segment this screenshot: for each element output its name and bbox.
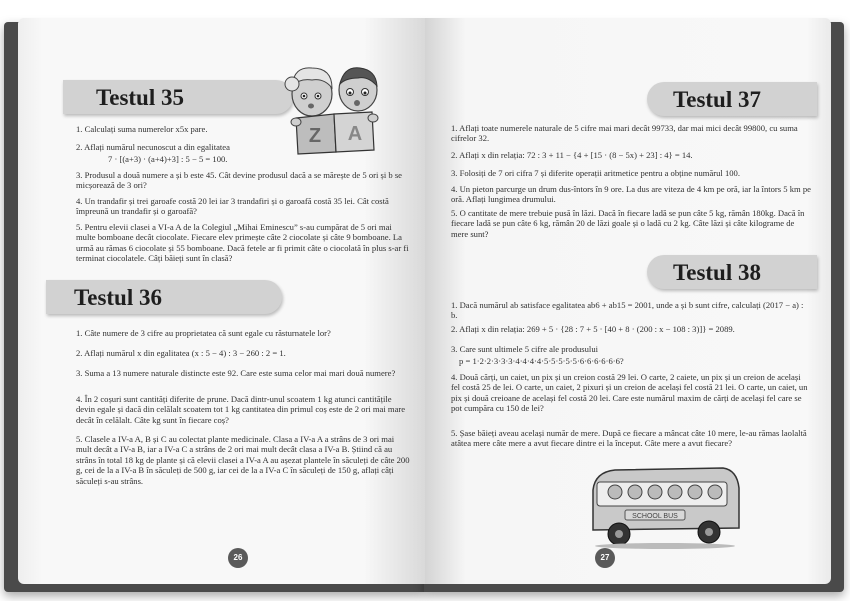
test37-title: Testul 37 [673, 87, 761, 112]
test35-problem-3: 3. Produsul a două numere a și b este 45. Cât devine produsul dacă a se mărește de 5 ori și b se micșorează de 3 ori? [76, 170, 403, 191]
test38-problem-3-product: p = 1·2·2·3·3·3·4·4·4·4·5·5·5·5·5·6·6·6·6·6·6? [459, 356, 624, 366]
kids-reading-illustration [280, 56, 390, 156]
right-page [425, 18, 831, 584]
test37-problem-3: 3. Folosiți de 7 ori cifra 7 și diferite operații aritmetice pentru a obține numărul 100. [451, 168, 741, 178]
test35-problem-5: 5. Pentru elevii clasei a VI-a A de la Colegiul „Mihai Eminescu” s-au cumpărat de 5 ori mai multe bomboane decât ciocolate. Fiecare elev primește câte 2 ciocolate și câte 9 bomboane. La urmă au rămas 6 ciocolate și 55 bomboane. Dacă fetele ar fi primit câte o ciocolată în plus s-ar fi terminat ciocolatele. Câți băieți sunt în clasă? [76, 222, 409, 264]
test35-problem-4: 4. Un trandafir și trei garoafe costă 20 lei iar 3 trandafiri și o garoafă costă 35 lei. Cât costă împreună un trandafir și o garoafă? [76, 196, 389, 217]
test35-problem-2: 2. Aflați numărul necunoscut a din egalitatea [76, 142, 230, 152]
test35-problem-1: 1. Calculați suma numerelor x5x pare. [76, 124, 208, 134]
test38-problem-2: 2. Aflați x din relația: 269 + 5 · {28 : 7 + 5 · [40 + 8 · (200 : x − 108 : 3)]} = 2089. [451, 324, 735, 334]
school-bus-illustration [585, 460, 745, 550]
book-letter-z: Z [308, 125, 322, 147]
test36-title: Testul 36 [74, 285, 162, 310]
test36-problem-3: 3. Suma a 13 numere naturale distincte este 92. Care este suma celor mai mari două numere? [76, 368, 396, 378]
page-number-left: 26 [228, 548, 248, 568]
test36-problem-4: 4. În 2 coșuri sunt cantități diferite de prune. Dacă dintr-unul scoatem 1 kg atunci cantitățile devin egale și dacă din celălalt scoatem tot 1 kg cantitatea din primul coș este de 2 ori mai mare decât în celălalt. Câte kg sunt în fiecare coș? [76, 394, 406, 425]
test37-problem-5: 5. O cantitate de mere trebuie pusă în lăzi. Dacă în fiecare ladă se pun câte 5 kg, rămân 180kg. Dacă în fiecare ladă se pun câte 6 kg, rămân 20 de lăzi goale și o ladă cu 2 kg. Câte lăzi și câte kilograme de mere sunt? [451, 208, 805, 239]
test37-problem-1: 1. Aflați toate numerele naturale de 5 cifre mai mari decât 99733, dar mai mici decât 99800, cu suma cifrelor 32. [451, 123, 798, 144]
test38-problem-3: 3. Care sunt ultimele 5 cifre ale produsului [451, 344, 599, 354]
test38-title: Testul 38 [673, 260, 761, 285]
test36-problem-1: 1. Câte numere de 3 cifre au proprietatea că sunt egale cu răsturnatele lor? [76, 328, 331, 338]
test38-problem-4: 4. Două cărți, un caiet, un pix și un creion costă 29 lei. O carte, 2 caiete, un pix și un creion de același fel costă 25 de lei. O carte, un caiet, 2 pixuri și un creion de același fel costă 21 lei. O carte, un caiet, un pix și două creioane de același fel costă 20 lei. Care este numărul maxim de cărți de același fel care se pot cumpăra cu 150 de lei? [451, 372, 808, 414]
test37-problem-2: 2. Aflați x din relația: 72 : 3 + 11 − {4 + [15 · (8 − 5x) + 23] : 4} = 14. [451, 150, 693, 160]
bus-sign: SCHOOL BUS [632, 513, 678, 520]
left-page [18, 18, 425, 584]
test38-problem-1: 1. Dacă numărul ab satisface egalitatea ab6 + ab15 = 2001, unde a și b sunt cifre, calculați (2017 − a) : b. [451, 300, 804, 321]
book-letter-a: A [347, 123, 363, 145]
test37-problem-4: 4. Un pieton parcurge un drum dus-întors în 9 ore. La dus are viteza de 4 km pe oră, iar la întors 5 km pe oră. Aflați lungimea drumului. [451, 184, 811, 205]
test35-problem-2-equation: 7 · [(a+3) · (a+4)+3] : 5 − 5 = 100. [108, 154, 228, 164]
test36-problem-2: 2. Aflați numărul x din egalitatea (x : 5 − 4) : 3 − 260 : 2 = 1. [76, 348, 286, 358]
page-number-right: 27 [595, 548, 615, 568]
test35-title: Testul 35 [96, 85, 184, 110]
test38-problem-5: 5. Șase băieți aveau același număr de mere. După ce fiecare a mâncat câte 10 mere, le-au rămas laolaltă atâtea mere câte mere a avut fiecare dintre ei la început. Câte mere a avut fiecare? [451, 428, 807, 449]
test36-problem-5: 5. Clasele a IV-a A, B și C au colectat plante medicinale. Clasa a IV-a A a strâns de 3 ori mai mult decât a IV-a B, iar a IV-a C a strâns de 2 ori mai mult decât clasa a IV-a B. Știind că au strâns în total 18 kg de plante și că elevii clasei a IV-a A au așezat plantele în săculeți de câte 200 g, cei de la a IV-a B în săculeți de 500 g, iar cei de la a IV-a C în săculeți de 150 g, aflați câți săculeți s-au strâns. [76, 434, 410, 486]
